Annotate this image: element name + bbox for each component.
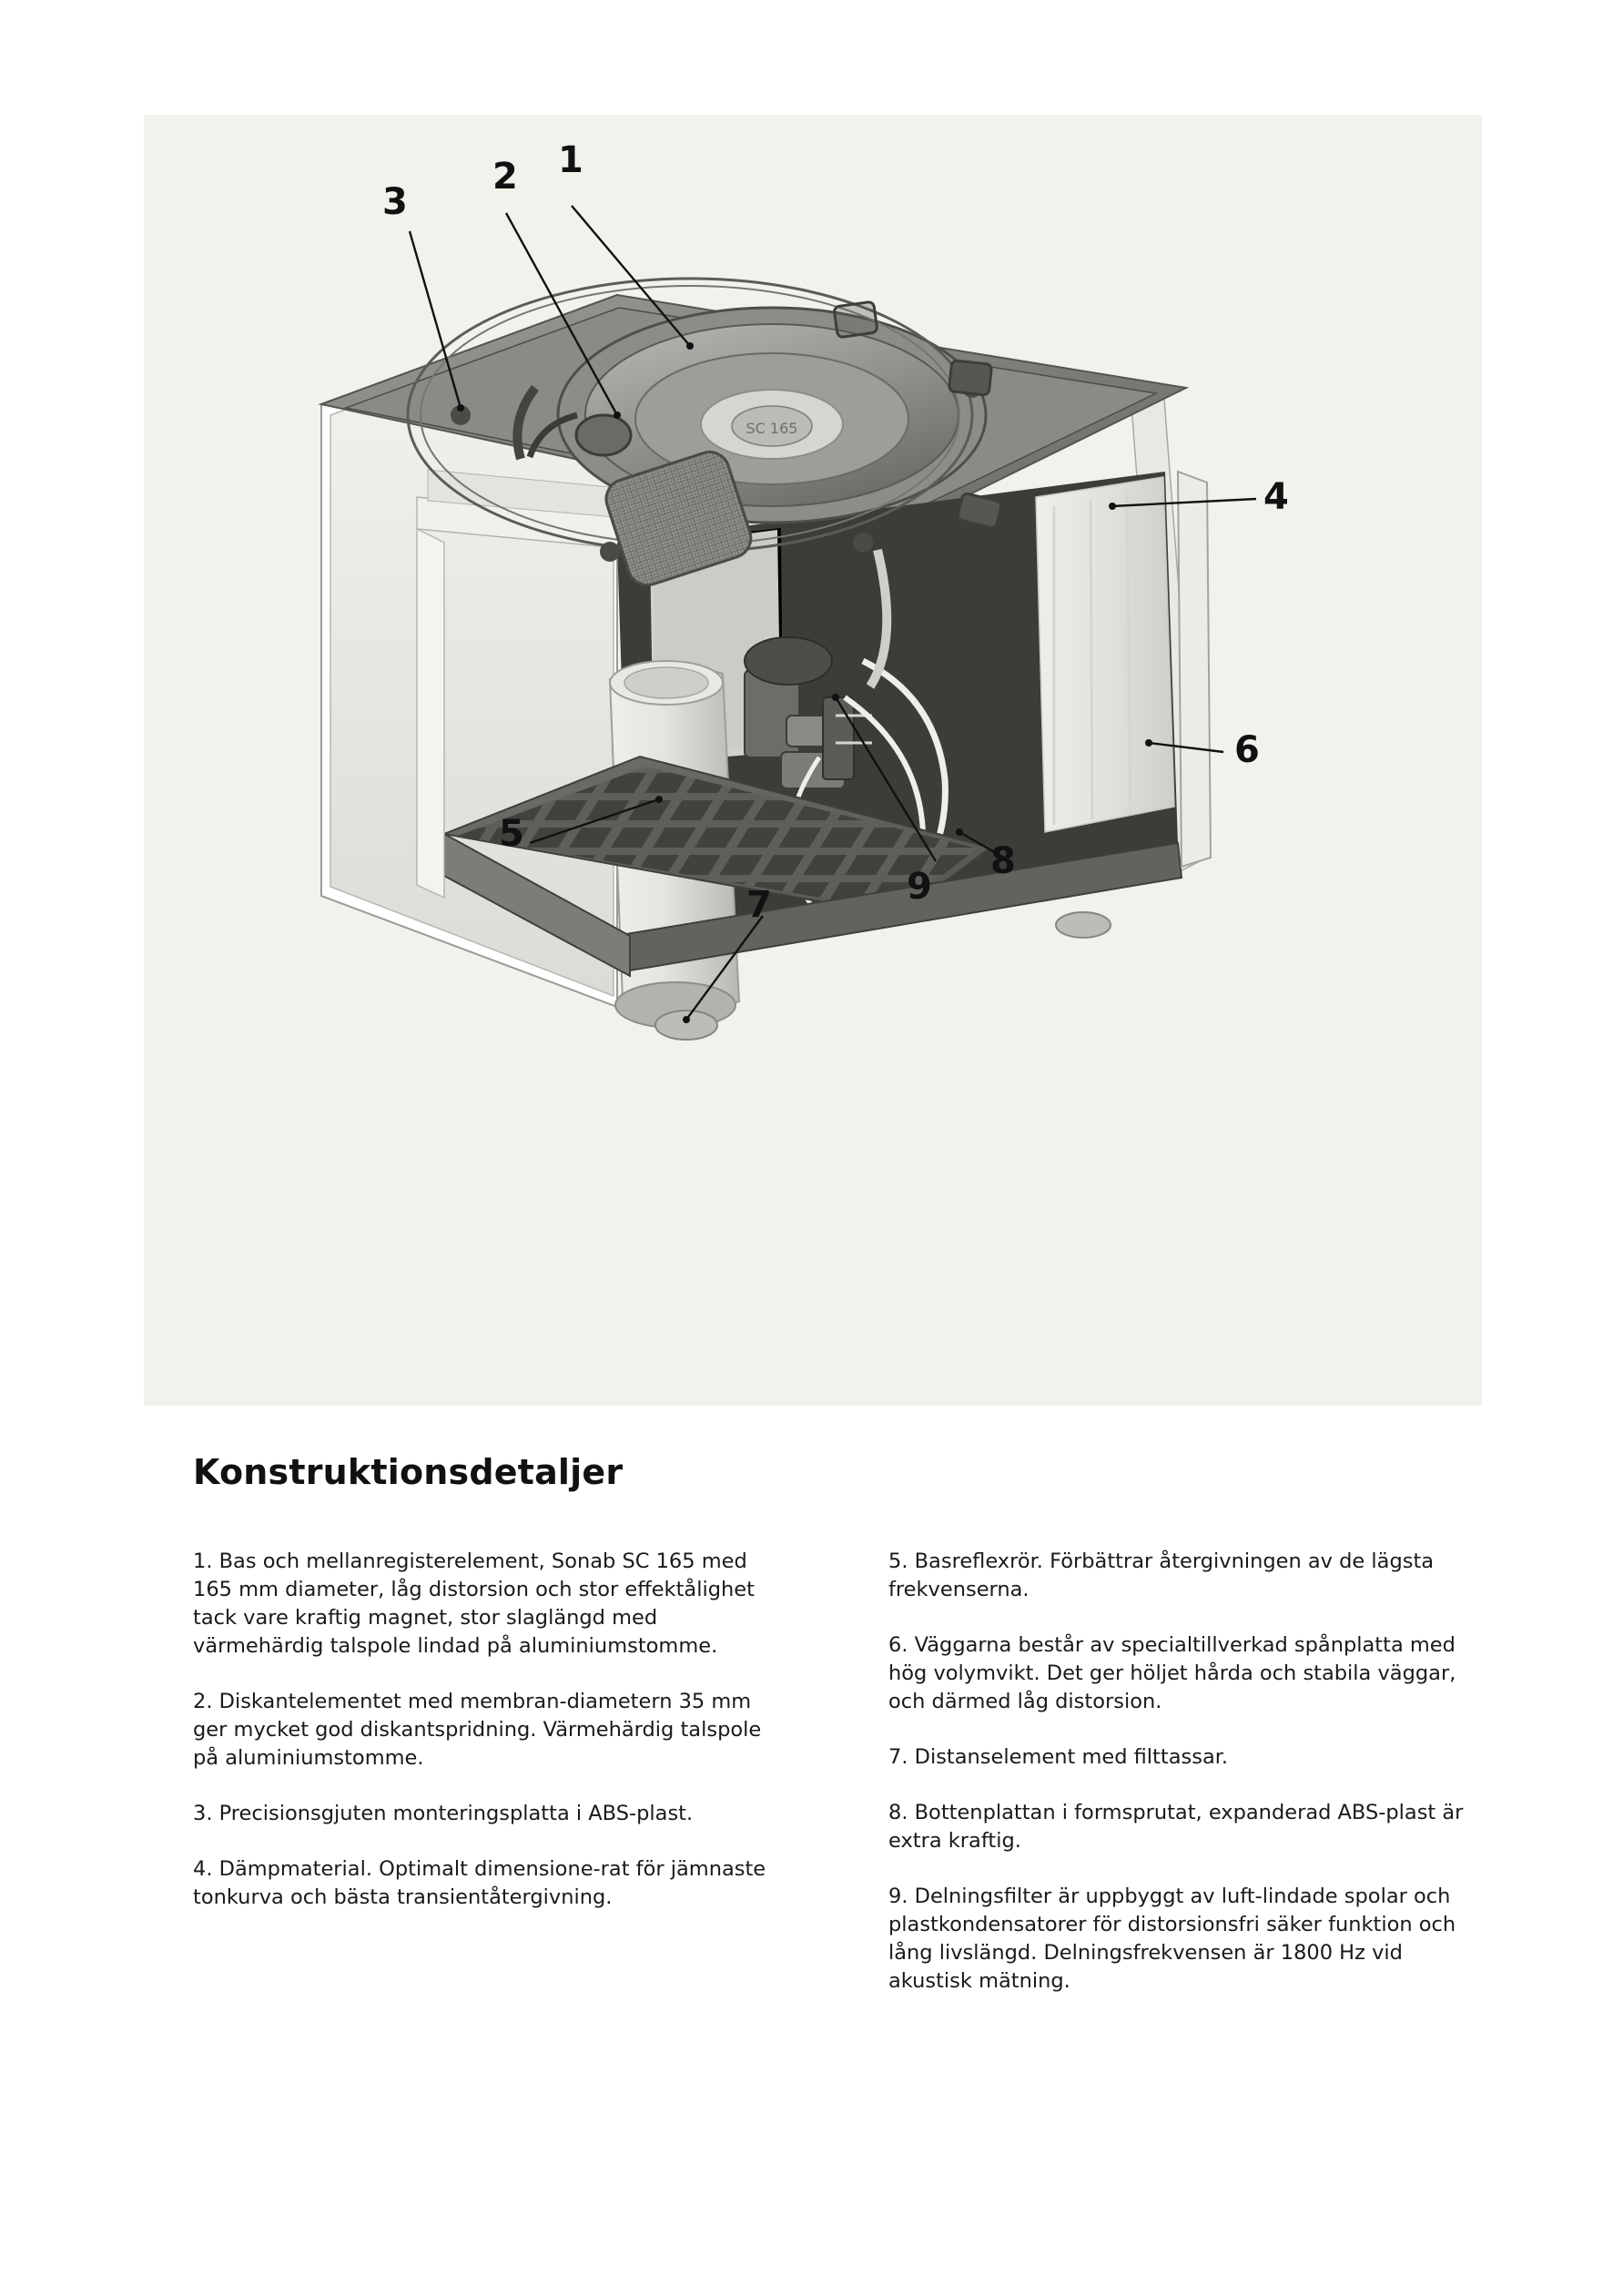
detail-item-8: 8. Bottenplattan i formsprutat, expanderad ABS-plast är extra kraftig. bbox=[888, 1801, 1464, 1853]
column-right bbox=[888, 1548, 1467, 1996]
column-left bbox=[193, 1548, 772, 1996]
detail-item-1: 1. Bas och mellanregisterelement, Sonab SC 165 med 165 mm diameter, låg distorsion och stor effektålighet tack vare kraftig magnet, stor slaglängd med värmehärdig talspole lindad på aluminiumstomme. bbox=[193, 1549, 755, 1658]
callout-9: 9 bbox=[907, 866, 932, 908]
diagram-image bbox=[144, 115, 1482, 1406]
callout-4: 4 bbox=[1263, 476, 1289, 518]
detail-item-6: 6. Väggarna består av specialtillverkad spånplatta med hög volymvikt. Det ger höljet hårda och stabila väggar, och därmed låg distorsion. bbox=[888, 1633, 1456, 1713]
callout-1: 1 bbox=[558, 139, 583, 181]
detail-item-5: 5. Basreflexrör. Förbättrar återgivningen av de lägsta frekvenserna. bbox=[888, 1549, 1435, 1601]
construction-diagram-figure bbox=[144, 115, 1482, 1406]
svg-text:SC 165: SC 165 bbox=[746, 420, 798, 437]
detail-item-3: 3. Precisionsgjuten monteringsplatta i ABS-plast. bbox=[193, 1802, 694, 1825]
callout-2: 2 bbox=[492, 156, 518, 198]
callout-6: 6 bbox=[1234, 729, 1260, 771]
page-title: Konstruktionsdetaljer bbox=[193, 1452, 624, 1492]
detail-item-2: 2. Diskantelementet med membran-diametern 35 mm ger mycket god diskantspridning. Värmehärdig talspole på aluminiumstomme. bbox=[193, 1690, 762, 1770]
body-columns bbox=[193, 1548, 1467, 1996]
callout-8: 8 bbox=[990, 840, 1016, 882]
detail-item-9: 9. Delningsfilter är uppbyggt av luft-lindade spolar och plastkondensatorer för distorsionsfri säker funktion och lång livslängd. Delningsfrekvensen är 1800 Hz vid akustisk mätning. bbox=[888, 1885, 1456, 1993]
detail-item-4: 4. Dämpmaterial. Optimalt dimensione-rat för jämnaste tonkurva och bästa transientåtergivning. bbox=[193, 1857, 766, 1909]
detail-item-7: 7. Distanselement med filttassar. bbox=[888, 1745, 1229, 1769]
callout-3: 3 bbox=[382, 181, 408, 223]
callout-5: 5 bbox=[499, 813, 524, 855]
speaker-cutaway-illustration bbox=[144, 115, 1482, 1406]
callout-7: 7 bbox=[746, 884, 772, 926]
